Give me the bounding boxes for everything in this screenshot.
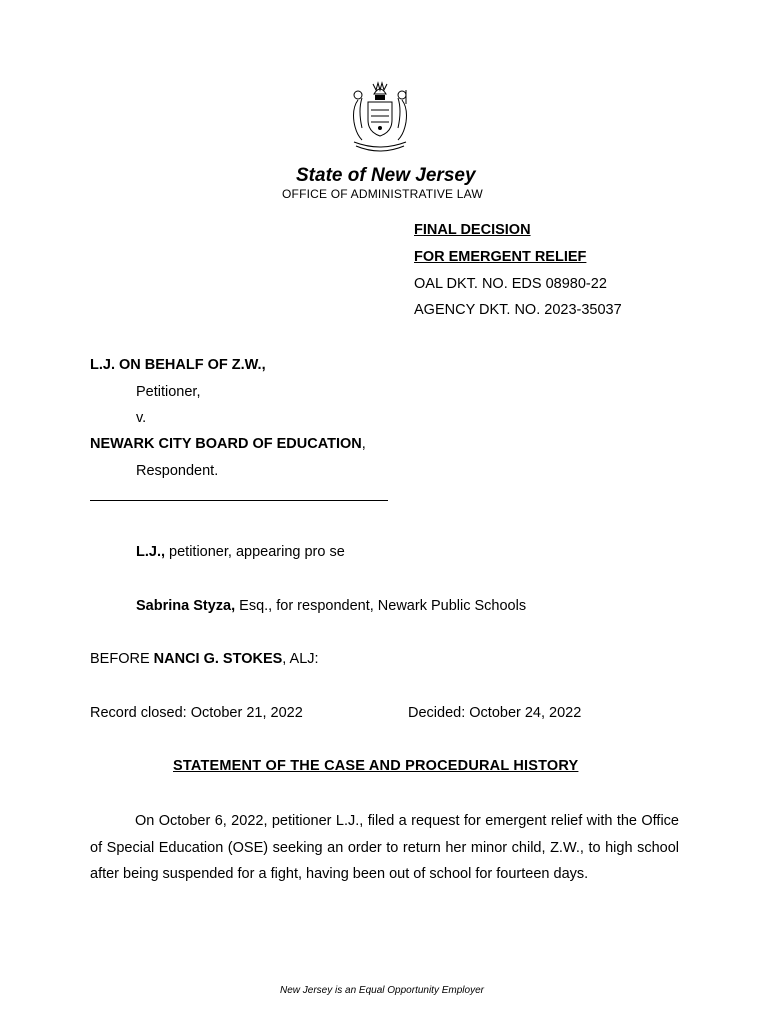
appearance-petitioner-text: petitioner, appearing pro se [165,544,345,560]
final-decision-label: FINAL DECISION [414,222,531,238]
body-paragraph [90,808,679,888]
appearance-respondent-text: Esq., for respondent, Newark Public Schools [235,598,527,614]
before-judge-line [90,651,319,667]
respondent-line [90,436,366,452]
petitioner-role: Petitioner, [136,384,201,400]
appearance-respondent-name: Sabrina Styza, [136,598,236,614]
caption-divider [90,500,388,501]
before-prefix: BEFORE [90,651,154,667]
record-closed-date: Record closed: October 21, 2022 [90,705,303,721]
appearance-petitioner-name: L.J., [136,544,166,560]
petitioner-name: L.J. ON BEHALF OF Z.W., [90,357,266,373]
respondent-name: NEWARK CITY BOARD OF EDUCATION [90,436,362,452]
agency-docket-number: AGENCY DKT. NO. 2023-35037 [414,302,622,318]
judge-name: NANCI G. STOKES [153,651,283,667]
state-title: State of New Jersey [296,165,476,186]
new-jersey-seal-icon [346,80,414,156]
respondent-comma: , [361,436,366,452]
appearance-petitioner [136,544,345,560]
decided-date: Decided: October 24, 2022 [408,705,582,721]
office-name: OFFICE OF ADMINISTRATIVE LAW [282,187,483,201]
body-paragraph-text: On October 6, 2022, petitioner L.J., filed a request for emergent relief with the Office of Special Education (OSE) seeking an order to return her minor child, Z.W., to high school after being suspended for a fight, having been out of school for fourteen days. [90,813,679,882]
before-suffix: , ALJ: [282,651,319,667]
section-heading: STATEMENT OF THE CASE AND PROCEDURAL HISTORY [173,758,579,774]
appearance-respondent [136,598,526,614]
respondent-role: Respondent. [136,463,219,479]
emergent-relief-label: FOR EMERGENT RELIEF [414,249,587,265]
oal-docket-number: OAL DKT. NO. EDS 08980-22 [414,276,607,292]
footer-note: New Jersey is an Equal Opportunity Employer [280,985,484,996]
versus: v. [136,410,147,426]
